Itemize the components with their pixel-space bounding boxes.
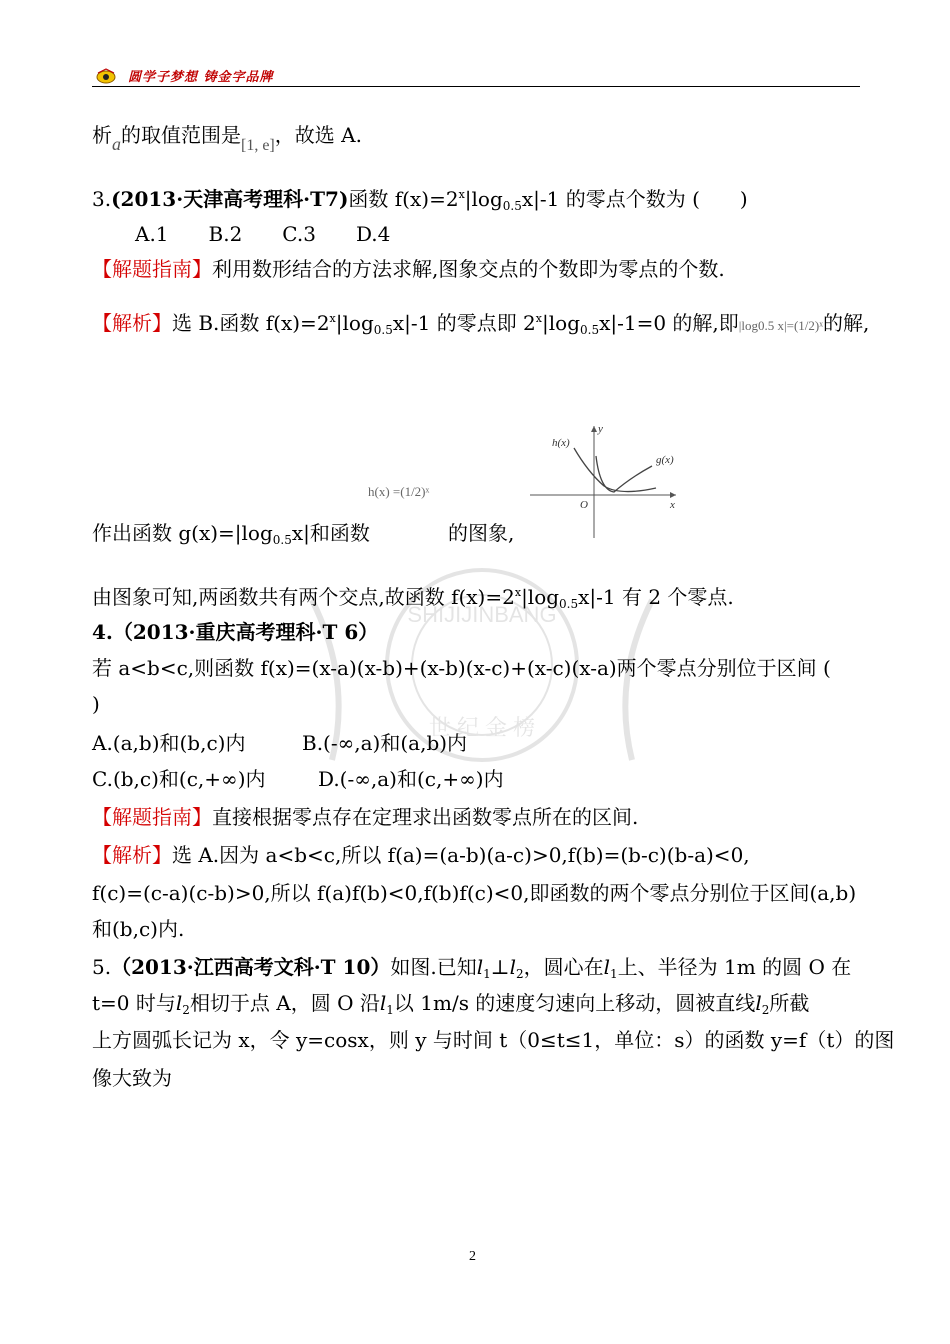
q3-source: (2013·天津高考理科·T7) — [111, 187, 349, 211]
q3-options: A.1 B.2 C.3 D.4 — [135, 222, 391, 246]
q3-analysis-c: x|-1 的零点即 2 — [392, 311, 536, 335]
q3-sub-base: 0.5 — [502, 199, 522, 213]
q3-conclusion-sup: x — [514, 586, 522, 599]
q5-l2-c: l — [755, 991, 762, 1015]
q3-analysis-sub2: 0.5 — [580, 323, 600, 337]
brand-logo-icon — [96, 68, 116, 84]
q5-line1-a: 如图.已知 — [390, 955, 477, 979]
q3-stem-b: |log — [464, 187, 503, 211]
q3-conclusion-a: 由图象可知,两函数共有两个交点,故函数 f(x)=2 — [92, 585, 515, 609]
q3-analysis-formula: |log0.5 x|=(1/2)ˣ — [738, 318, 823, 333]
q3-analysis-label: 【解析】 — [92, 311, 172, 335]
q5-l1: l — [476, 955, 484, 979]
q5-sub1: 1 — [483, 967, 491, 981]
q3-analysis-sub1: 0.5 — [373, 323, 393, 337]
graph-label-x: x — [670, 499, 675, 511]
q3-analysis-d: |log — [542, 311, 580, 335]
q5-sub1-c: 1 — [386, 1003, 394, 1017]
q3-stem-a: 函数 f(x)=2 — [348, 187, 459, 211]
range-formula: [1, e] — [241, 137, 275, 154]
q5-sub2-c: 2 — [761, 1003, 770, 1017]
q4-analysis-line-2: f(c)=(c-a)(c-b)>0,所以 f(a)f(b)<0,f(b)f(c)<0,即函数的两个零点分别位于区间(a,b) — [92, 881, 857, 905]
q3-sup-x: x — [458, 188, 465, 201]
continuation-line — [92, 122, 362, 159]
q3-graph-line-b: x|和函数 — [291, 521, 370, 545]
q3-conclusion-c: x|-1 有 2 个零点. — [578, 585, 734, 609]
q5-l1-b: l — [603, 955, 611, 979]
q3-graph-line — [92, 520, 370, 553]
q5-line-2 — [92, 990, 809, 1023]
q5-line-1 — [92, 954, 851, 987]
watermark-bottom-text: 世 纪 金 榜 — [428, 715, 536, 740]
q5-line1-d: 上、半径为 1m 的圆 O 在 — [617, 955, 852, 979]
q3-graph-sub: 0.5 — [272, 533, 292, 547]
q4-analysis-label: 【解析】 — [92, 843, 172, 867]
watermark-top-text: SHIJIJINBANG — [407, 602, 557, 627]
q3-analysis-a: 选 B.函数 f(x)=2 — [172, 311, 330, 335]
q3-stem — [92, 182, 748, 219]
q5-source: （2013·江西高考文科·T 10） — [111, 955, 391, 979]
q5-sub2-b: 2 — [182, 1003, 190, 1017]
header-slogan: 圆学子梦想 铸金字品牌 — [128, 70, 274, 85]
q4-analysis-line-1 — [92, 842, 750, 868]
q3-analysis-b: |log — [335, 311, 374, 335]
header-divider — [92, 86, 860, 87]
q4-guide-text: 直接根据零点存在定理求出函数零点所在的区间. — [212, 805, 639, 829]
q3-guide — [92, 256, 725, 282]
q3-analysis — [92, 306, 869, 343]
graph-label-y: y — [598, 423, 603, 435]
q5-sub1-b: 1 — [610, 967, 618, 981]
q3-guide-label: 【解题指南】 — [92, 257, 212, 281]
q5-line2-d: 所截 — [769, 991, 810, 1015]
q3-analysis-e: x|-1=0 的解,即 — [599, 311, 739, 335]
q4-source: （2013·重庆高考理科·T 6） — [112, 620, 379, 644]
q5-l2-b: l — [175, 991, 183, 1015]
q4-option-d: D.(-∞,a)和(c,+∞)内 — [318, 767, 504, 791]
q4-stem-end: ) — [92, 692, 100, 716]
q5-line2-a: t=0 时与 — [92, 991, 176, 1015]
q4-option-c: C.(b,c)和(c,+∞)内 — [92, 767, 266, 791]
q5-sub2: 2 — [516, 967, 524, 981]
page-number: 2 — [469, 1249, 476, 1264]
q4-heading — [92, 619, 378, 645]
q3-analysis-sup2: x — [535, 312, 543, 325]
var-a: a — [112, 134, 121, 154]
q5-number: 5. — [92, 955, 112, 979]
q4-guide — [92, 804, 638, 830]
q3-graph-line-a: 作出函数 g(x)=|log — [92, 521, 273, 545]
q3-analysis-sup1: x — [329, 312, 336, 325]
q4-guide-label: 【解题指南】 — [92, 805, 212, 829]
q3-stem-c: x|-1 的零点个数为 ( ) — [521, 187, 748, 211]
q4-option-b: B.(-∞,a)和(a,b)内 — [302, 731, 468, 755]
q3-conclusion-b: |log — [521, 585, 560, 609]
graph-label-h: h(x) — [552, 437, 570, 449]
q5-perp: ⊥ — [490, 955, 510, 979]
graph-label-o: O — [580, 499, 588, 511]
q5-line2-b: 相切于点 A，圆 O 沿 — [189, 991, 380, 1015]
q5-line1-c: ，圆心在 — [523, 955, 604, 979]
function-graph — [526, 420, 686, 542]
q5-line2-c: 以 1m/s 的速度匀速向上移动，圆被直线 — [393, 991, 756, 1015]
continuation-mid: 的取值范围是 — [121, 123, 241, 147]
q4-analysis-1: 选 A.因为 a<b<c,所以 f(a)=(a-b)(a-c)>0,f(b)=(b-c)(b-a)<0, — [172, 843, 750, 867]
graph-label-g: g(x) — [656, 454, 674, 466]
q3-graph-line-end: 的图象, — [448, 521, 515, 545]
q4-stem: 若 a<b<c,则函数 f(x)=(x-a)(x-b)+(x-b)(x-c)+(x-c)(x-a)两个零点分别位于区间 ( — [92, 656, 831, 680]
q3-conclusion-sub: 0.5 — [559, 597, 579, 611]
hx-formula: h(x) =(1/2)ˣ — [368, 484, 430, 499]
q3-conclusion — [92, 580, 734, 617]
q5-l2: l — [509, 955, 516, 979]
q3-analysis-f: 的解, — [822, 311, 870, 335]
continuation-prefix: 析 — [92, 123, 112, 147]
q3-number: 3. — [92, 187, 112, 211]
q4-option-a: A.(a,b)和(b,c)内 — [92, 731, 246, 755]
q5-line-3: 上方圆弧长记为 x，令 y=cosx，则 y 与时间 t（0≤t≤1，单位：s）的函数 y=f（t）的图 — [92, 1028, 895, 1052]
continuation-end: ，故选 A. — [274, 123, 362, 147]
q3-guide-text: 利用数形结合的方法求解,图象交点的个数即为零点的个数. — [212, 257, 725, 281]
q4-number: 4. — [92, 620, 113, 644]
q5-l1-c: l — [379, 991, 387, 1015]
q4-analysis-line-3: 和(b,c)内. — [92, 917, 185, 941]
q5-line-4: 像大致为 — [92, 1066, 172, 1090]
